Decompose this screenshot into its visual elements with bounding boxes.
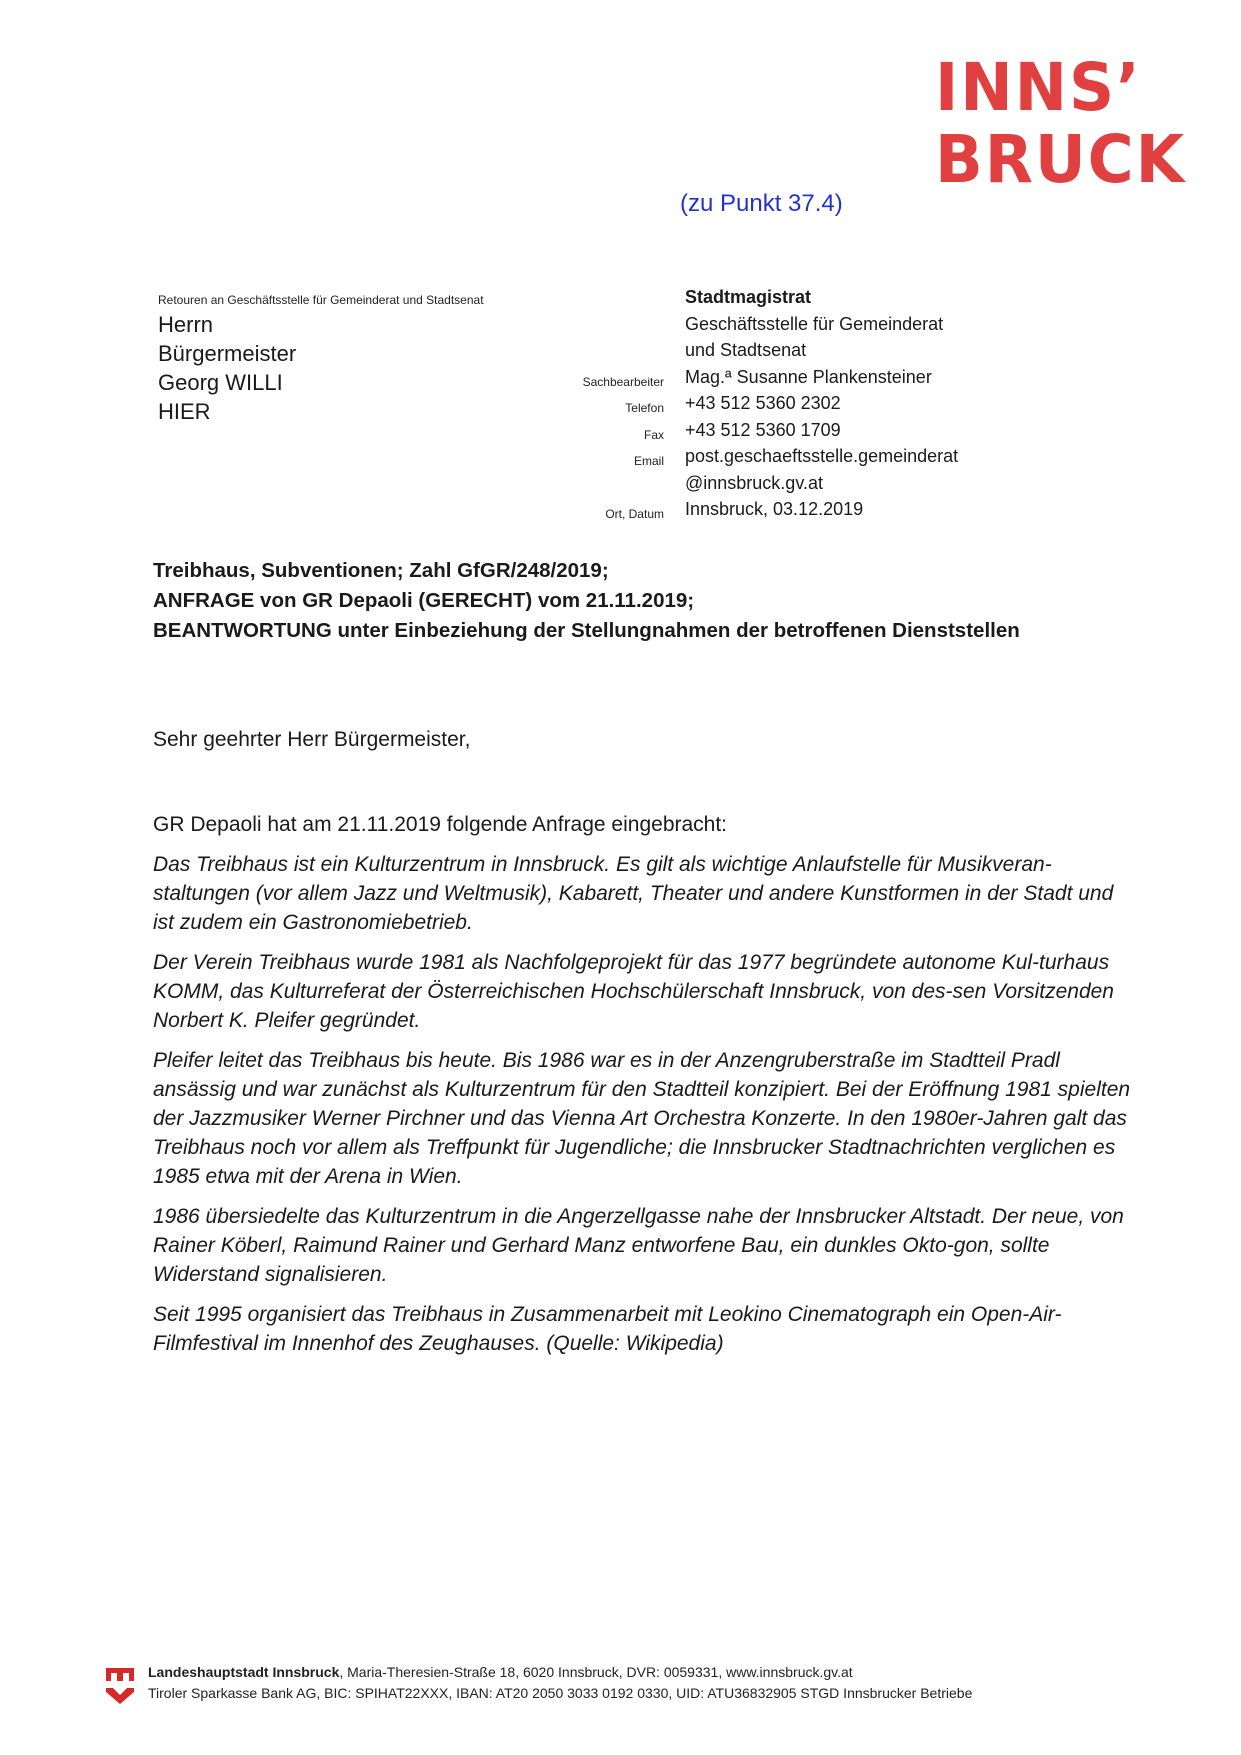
salutation: Sehr geehrter Herr Bürgermeister, [153,728,471,751]
paragraph: Der Verein Treibhaus wurde 1981 als Nachfolgeprojekt für das 1977 begründete autonome Kul-turhaus KOMM, das Kulturreferat der Österreichischen Hochschülerschaft Innsbruck, von des-sen Vorsitzenden Norbert K. Pleifer gegründet. [153,951,1114,1032]
footer-org: Landeshauptstadt Innsbruck [148,1664,340,1680]
subject-line: Treibhaus, Subventionen; Zahl GfGR/248/2019; [153,559,609,582]
recipient-line: HIER [158,399,211,424]
letter-subject [153,556,1020,646]
phone-number: +43 512 5360 2302 [685,393,841,413]
logo-line-1: INNS’ [935,49,1142,126]
paragraph: 1986 übersiedelte das Kulturzentrum in die Angerzellgasse nahe der Innsbrucker Altstadt. Der neue, von Rainer Köberl, Raimund Rainer und Gerhard Manz entworfene Bau, ein dunkles Okto-gon, sollte Widerstand signalisieren. [153,1205,1124,1286]
footer-address: , Maria-Theresien-Straße 18, 6020 Innsbruck, DVR: 0059331, www.innsbruck.gv.at [339,1664,853,1680]
email-address: @innsbruck.gv.at [685,472,823,493]
footer-bank-line: Tiroler Sparkasse Bank AG, BIC: SPIHAT22XXX, IBAN: AT20 2050 3033 0192 0330, UID: ATU36832905 STGD Innsbrucker Betriebe [148,1685,973,1701]
intro-sentence: GR Depaoli hat am 21.11.2019 folgende Anfrage eingebracht: [153,813,728,836]
return-address: Retouren an Geschäftsstelle für Gemeinderat und Stadtsenat [158,293,484,307]
sender-office: Geschäftsstelle für Gemeinderat [685,313,944,334]
email-address: post.geschaeftsstelle.gemeinderat [685,446,959,466]
innsbruck-logo [935,49,1192,198]
footer-address-line [148,1662,972,1683]
logo-line-2: BRUCK [935,121,1187,198]
agenda-reference: (zu Punkt 37.4) [680,190,843,217]
recipient-address [158,310,296,426]
quoted-inquiry [153,850,1133,1369]
subject-line: BEANTWORTUNG unter Einbeziehung der Stellungnahmen der betroffenen Dienststellen [153,619,1020,642]
recipient-line: Bürgermeister [158,341,297,366]
email-label: Email [633,454,664,468]
sender-labels [520,287,664,526]
subject-line: ANFRAGE von GR Depaoli (GERECHT) vom 21.11.2019; [153,589,695,612]
place-date-label: Ort, Datum [605,507,664,521]
recipient-line: Herrn [158,312,214,337]
fax-label: Fax [643,427,664,442]
clerk-name: Mag.ª Susanne Plankensteiner [685,366,932,387]
fax-number: +43 512 5360 1709 [685,419,841,440]
sender-info [685,284,958,523]
recipient-line: Georg WILLI [158,370,283,395]
paragraph: Das Treibhaus ist ein Kulturzentrum in Innsbruck. Es gilt als wichtige Anlaufstelle für Musikveran-staltungen (vor allem Jazz und Weltmusik), Kabarett, Theater und andere Kunstformen in der Stadt und ist zudem ein Gastronomiebetrieb. [153,853,1114,934]
place-date: Innsbruck, 03.12.2019 [685,499,864,519]
coat-of-arms-icon [104,1664,136,1704]
phone-label: Telefon [625,401,664,415]
sender-department: Stadtmagistrat [685,287,812,307]
clerk-label: Sachbearbeiter [582,374,664,389]
paragraph: Pleifer leitet das Treibhaus bis heute. Bis 1986 war es in der Anzengruberstraße im Stadtteil Pradl ansässig und war zunächst als Kulturzentrum für den Stadtteil konzipiert. Bei der Eröffnung 1981 spielten der Jazzmusiker Werner Pirchner und das Vienna Art Orchestra Konzerte. In den 1980er-Jahren galt das Treibhaus noch vor allem als Treffpunkt für Jugendliche; die Innsbrucker Stadtnachrichten verglichen es 1985 etwa mit der Arena in Wien. [153,1049,1131,1188]
paragraph: Seit 1995 organisiert das Treibhaus in Zusammenarbeit mit Leokino Cinematograph ein Open-Air-Filmfestival im Innenhof des Zeughauses. (Quelle: Wikipedia) [153,1303,1062,1355]
sender-office: und Stadtsenat [685,340,807,360]
